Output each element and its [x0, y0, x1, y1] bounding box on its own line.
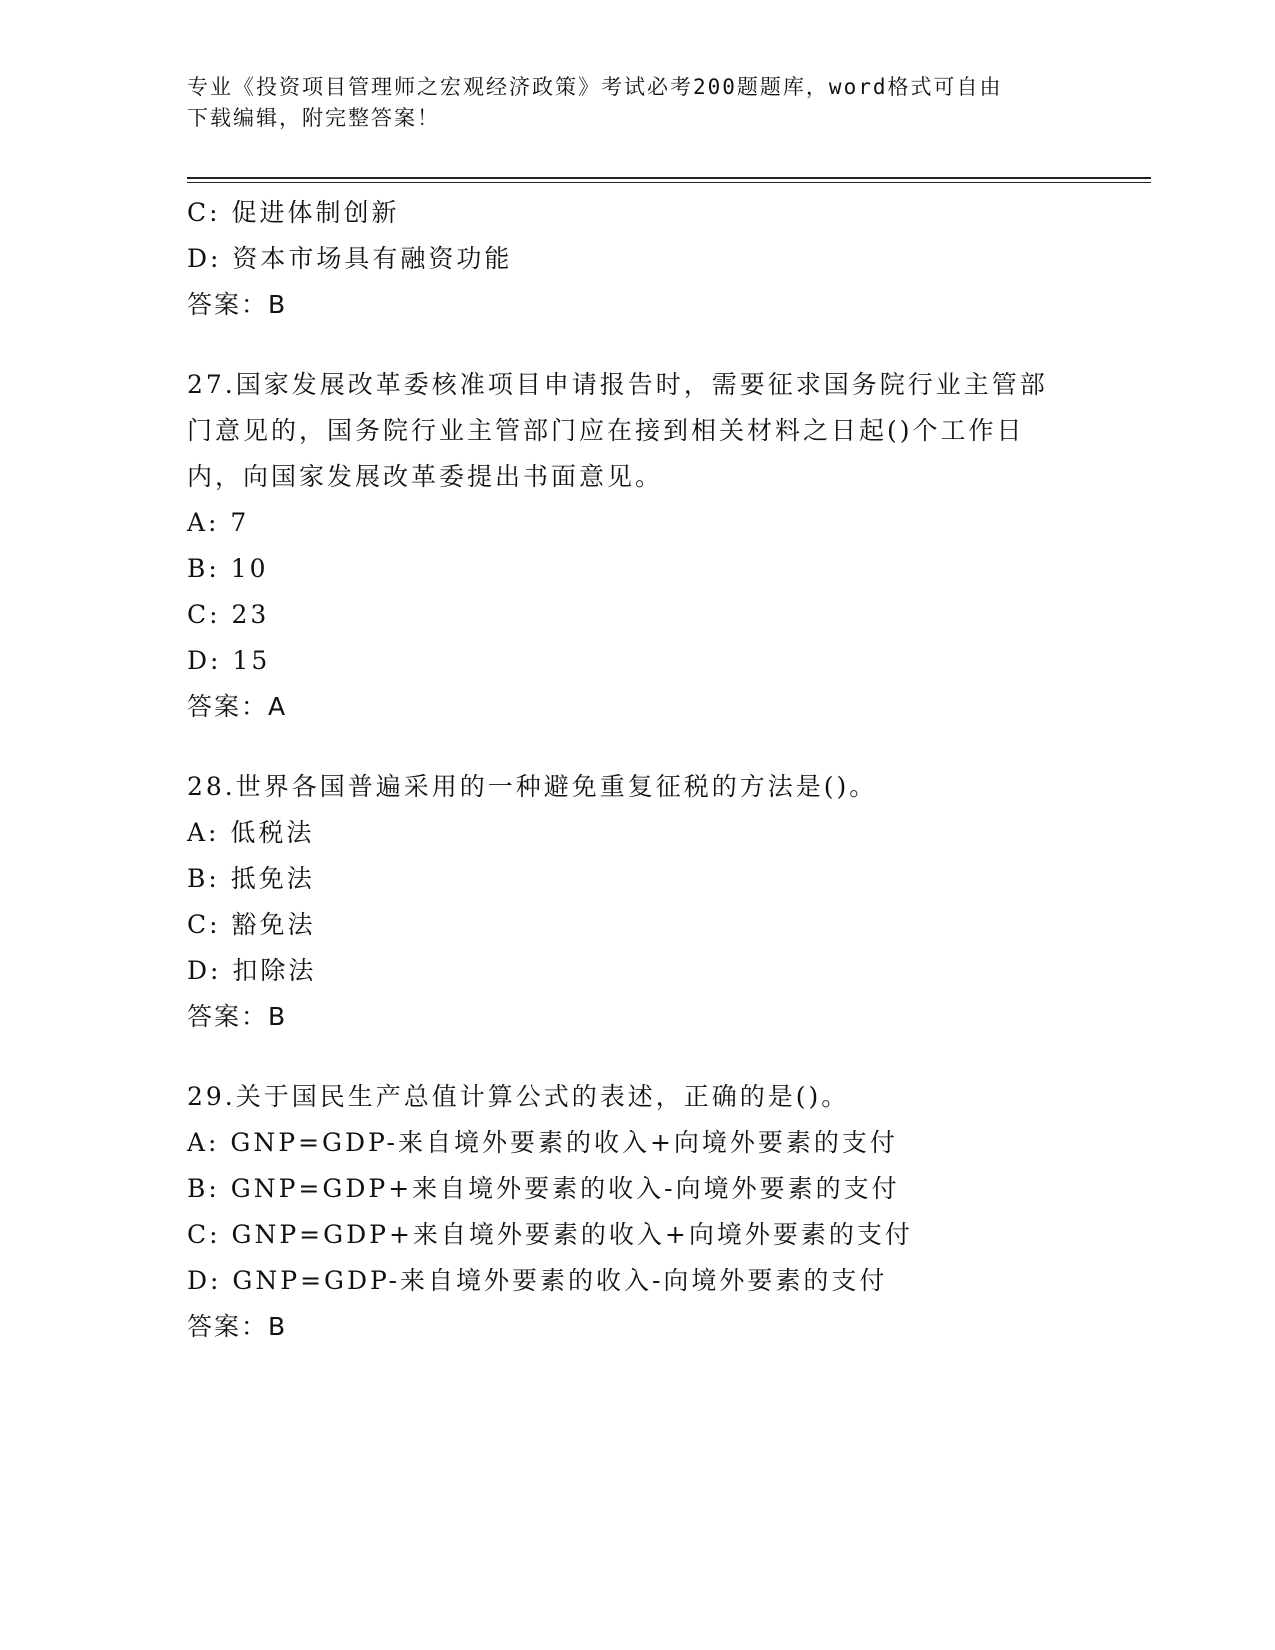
question-text: 27.国家发展改革委核准项目申请报告时，需要征求国务院行业主管部 门意见的，国务院行业主管部门应在接到相关材料之日起()个工作日 内，向国家发展改革委提出书面意见。	[187, 370, 1048, 491]
question-text: 29.关于国民生产总值计算公式的表述，正确的是()。	[187, 1082, 850, 1111]
header-line-2: 下载编辑，附完整答案！	[187, 106, 440, 130]
document-header	[187, 72, 1087, 134]
option-a: A: 7	[187, 508, 250, 537]
option-d: D: GNP=GDP-来自境外要素的收入-向境外要素的支付	[187, 1266, 888, 1295]
header-divider-thick	[187, 177, 1151, 179]
option-d: D: 资本市场具有融资功能	[187, 244, 513, 273]
answer-line: 答案：A	[187, 692, 288, 721]
answer-line: 答案：B	[187, 290, 288, 319]
question-text: 28.世界各国普遍采用的一种避免重复征税的方法是()。	[187, 772, 878, 801]
option-d: D: 扣除法	[187, 956, 317, 985]
option-a: A: GNP=GDP-来自境外要素的收入+向境外要素的支付	[187, 1128, 898, 1157]
option-b: B: 10	[187, 554, 269, 583]
question-28	[187, 764, 1127, 1040]
question-list	[187, 190, 1127, 1350]
question-26-tail	[187, 190, 1127, 328]
option-b: B: 抵免法	[187, 864, 315, 893]
option-c: C: 促进体制创新	[187, 198, 400, 227]
header-line-1: 专业《投资项目管理师之宏观经济政策》考试必考200题题库，word格式可自由	[187, 75, 1003, 99]
question-29	[187, 1074, 1127, 1350]
header-divider-thin	[187, 182, 1151, 183]
answer-line: 答案：B	[187, 1312, 288, 1341]
option-d: D: 15	[187, 646, 271, 675]
answer-line: 答案：B	[187, 1002, 288, 1031]
option-a: A: 低税法	[187, 818, 315, 847]
option-c: C: GNP=GDP+来自境外要素的收入+向境外要素的支付	[187, 1220, 913, 1249]
question-27	[187, 362, 1127, 730]
option-b: B: GNP=GDP+来自境外要素的收入-向境外要素的支付	[187, 1174, 900, 1203]
option-c: C: 豁免法	[187, 910, 316, 939]
option-c: C: 23	[187, 600, 270, 629]
